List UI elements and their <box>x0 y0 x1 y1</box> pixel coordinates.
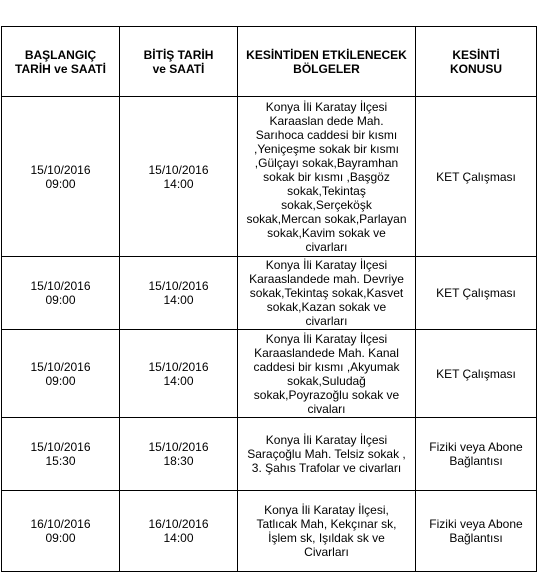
start-datetime-cell: 15/10/2016 09:00 <box>2 257 120 330</box>
regions-cell: Konya İli Karatay İlçesi Karaaslandede Mah. Kanal caddesi bir kısmı ,Akyumak sokak,Suludağ sokak,Poyrazoğlu sokak ve civaları <box>238 330 416 418</box>
regions-cell: Konya İli Karatay İlçesi, Tatlıcak Mah, Kekçınar sk, İşlem sk, Işıldak sk ve Civarları <box>238 491 416 572</box>
table-row <box>2 97 537 257</box>
subject-cell: KET Çalışması <box>416 330 537 418</box>
regions-cell: Konya İli Karatay İlçesi Saraçoğlu Mah. Telsiz sokak , 3. Şahıs Trafolar ve civarları <box>238 418 416 491</box>
header-affected-regions: KESİNTİDEN ETKİLENECEK BÖLGELER <box>238 27 416 97</box>
start-datetime-cell: 15/10/2016 09:00 <box>2 97 120 257</box>
subject-cell: KET Çalışması <box>416 257 537 330</box>
header-row <box>2 27 537 97</box>
end-datetime-cell: 15/10/2016 14:00 <box>120 257 238 330</box>
end-datetime-cell: 15/10/2016 18:30 <box>120 418 238 491</box>
start-datetime-cell: 15/10/2016 15:30 <box>2 418 120 491</box>
regions-cell: Konya İli Karatay İlçesi Karaaslandede mah. Devriye sokak,Tekintaş sokak,Kasvet sokak,Kazan sokak ve civarları <box>238 257 416 330</box>
subject-cell: KET Çalışması <box>416 97 537 257</box>
table-row <box>2 418 537 491</box>
table-row <box>2 257 537 330</box>
table-row <box>2 330 537 418</box>
end-datetime-cell: 15/10/2016 14:00 <box>120 97 238 257</box>
header-outage-subject: KESİNTİ KONUSU <box>416 27 537 97</box>
table-row <box>2 491 537 572</box>
outage-schedule-table <box>1 26 537 572</box>
subject-cell: Fiziki veya Abone Bağlantısı <box>416 418 537 491</box>
start-datetime-cell: 15/10/2016 09:00 <box>2 330 120 418</box>
start-datetime-cell: 16/10/2016 09:00 <box>2 491 120 572</box>
header-end-datetime: BİTİŞ TARİH ve SAATİ <box>120 27 238 97</box>
end-datetime-cell: 15/10/2016 14:00 <box>120 330 238 418</box>
regions-cell: Konya İli Karatay İlçesi Karaaslan dede Mah. Sarıhoca caddesi bir kısmı ,Yeniçeşme sokak bir kısmı ,Gülçayı sokak,Bayramhan sokak bir kısmı ,Başgöz sokak,Tekintaş sokak,Serçeköşk sokak,Mercan sokak,Parlayan sokak,Kavim sokak ve civarları <box>238 97 416 257</box>
subject-cell: Fiziki veya Abone Bağlantısı <box>416 491 537 572</box>
header-start-datetime: BAŞLANGIÇ TARİH ve SAATİ <box>2 27 120 97</box>
end-datetime-cell: 16/10/2016 14:00 <box>120 491 238 572</box>
